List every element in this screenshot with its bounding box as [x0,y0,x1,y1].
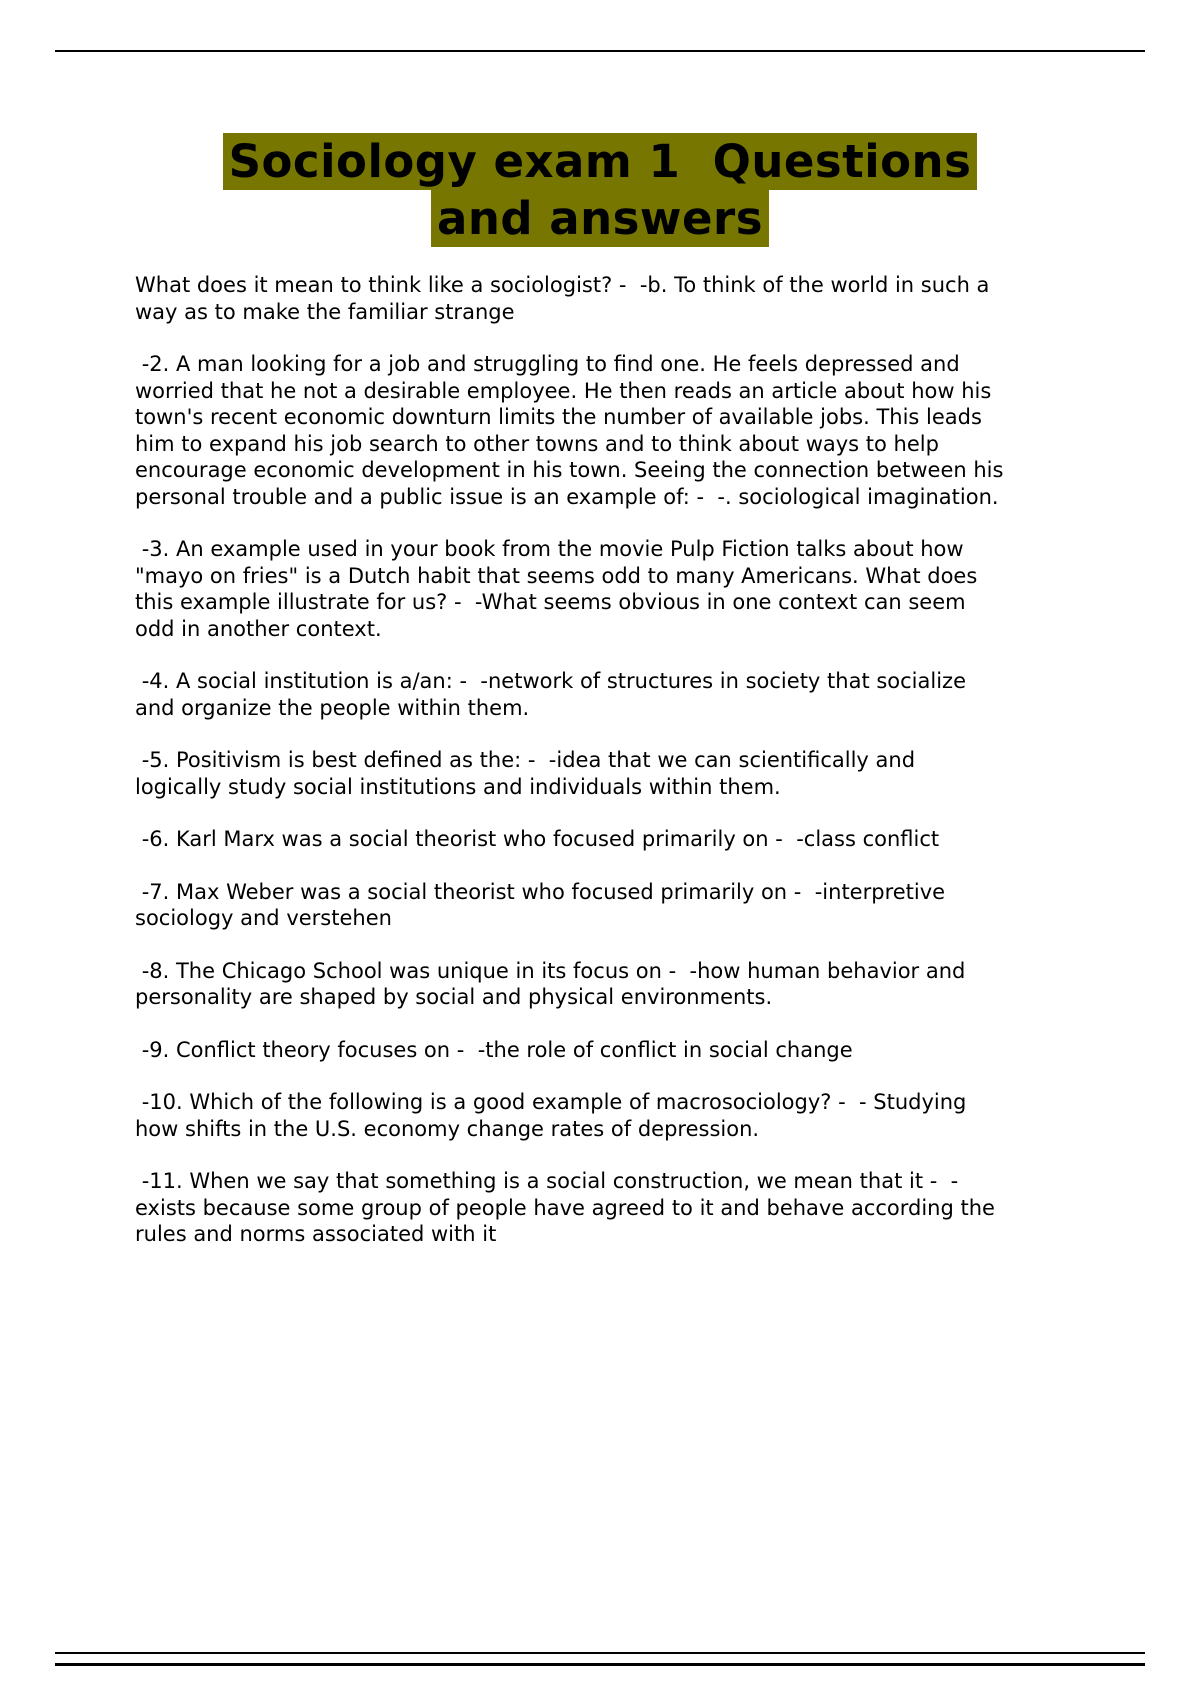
bottom-rule-thick [55,1663,1145,1666]
title-line-1: Sociology exam 1 Questions [223,133,978,190]
qa-paragraph-2: -2. A man looking for a job and struggling to find one. He feels depressed and worried that he not a desirable employee. He then reads an article about how his town's recent economic downturn limits the number of available jobs. This leads him to expand his job search to other towns and to think about ways to help encourage economic development in his town. Seeing the connection between his personal trouble and a public issue is an example of: - -. sociological imagination. [135,352,1011,509]
qa-paragraph-6: -6. Karl Marx was a social theorist who focused primarily on - -class conflict [135,827,940,851]
top-rule [55,50,1145,52]
qa-paragraph-4: -4. A social institution is a/an: - -network of structures in society that socialize and organize the people within them. [135,669,973,720]
qa-paragraph-7: -7. Max Weber was a social theorist who focused primarily on - -interpretive sociology and verstehen [135,879,952,930]
document-body [135,272,1011,1274]
qa-paragraph-1: What does it mean to think like a sociologist? - -b. To think of the world in such a way as to make the familiar strange [135,273,997,324]
qa-paragraph-8: -8. The Chicago School was unique in its focus on - -how human behavior and personality are shaped by social and physical environments. [135,958,973,1009]
qa-paragraph-3: -3. An example used in your book from the movie Pulp Fiction talks about how "mayo on fries" is a Dutch habit that seems odd to many Americans. What does this example illustrate for us? - -What seems obvious in one context can seem odd in another context. [135,537,984,641]
qa-paragraph-10: -10. Which of the following is a good example of macrosociology? - - Studying how shifts in the U.S. economy change rates of depression. [135,1090,974,1141]
bottom-rule-thin [55,1652,1145,1654]
page-title [0,0,1200,247]
title-line-2: and answers [431,190,769,247]
qa-paragraph-9: -9. Conflict theory focuses on - -the role of conflict in social change [135,1037,853,1062]
qa-paragraph-5: -5. Positivism is best defined as the: - -idea that we can scientifically and logically study social institutions and individuals within them. [135,748,922,799]
qa-paragraph-11: -11. When we say that something is a social construction, we mean that it - -exists because some group of people have agreed to it and behave according the rules and norms associated with it [135,1169,1002,1246]
